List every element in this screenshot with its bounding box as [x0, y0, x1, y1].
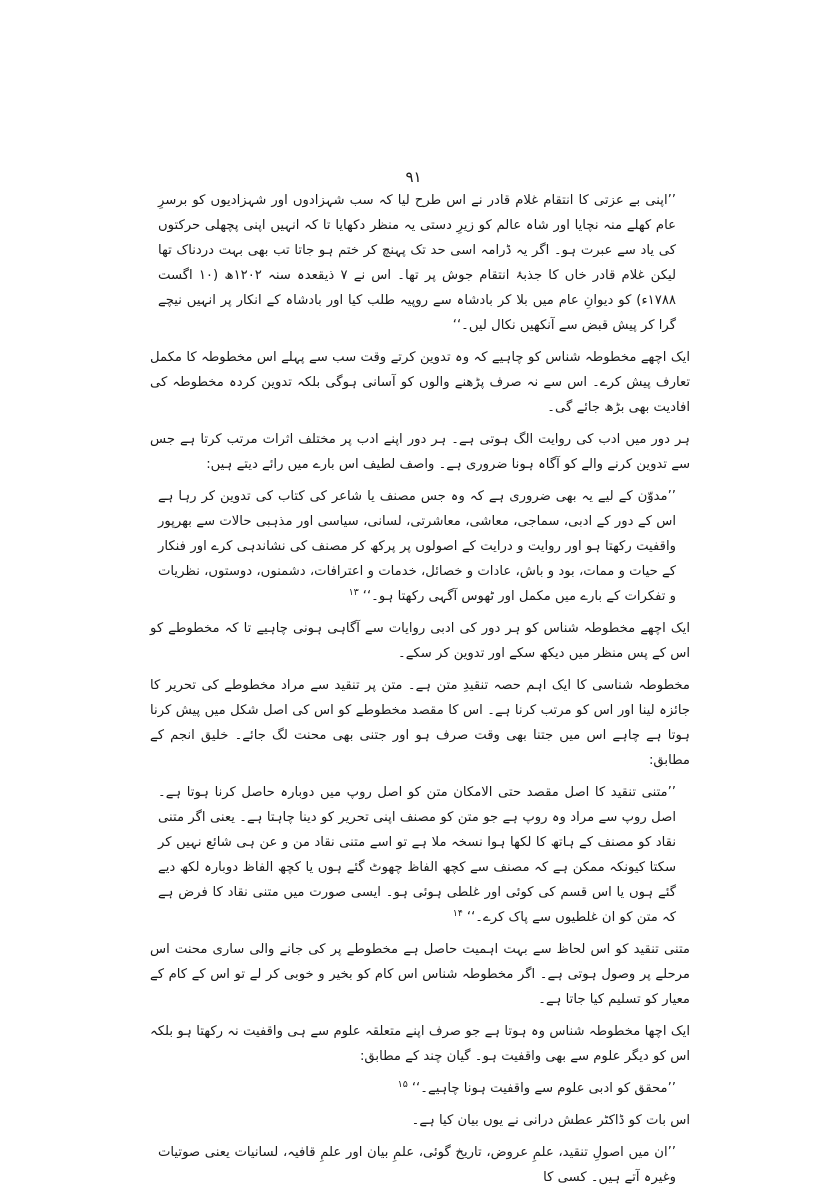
quote-gyan-chand	[150, 1076, 690, 1101]
footnote-ref: ۱۵	[397, 1078, 408, 1090]
paragraph-text: متنی تنقید کو اس لحاظ سے بہت اہمیت حاصل ہے مخطوطے پر کی جانے والی ساری محنت اس مرحلے پر وصول ہوتی ہے۔ اگر مخطوطہ شناس اس کام کو بخیر و خوبی کر لے تو اس کے کام کے معیار کو تسلیم کیا جاتا ہے۔	[150, 942, 690, 1007]
quote-text: ’’اپنی بے عزتی کا انتقام غلام قادر نے اس طرح لیا کہ سب شہزادوں اور شہزادیوں کو برسرِ عام کھلے منہ نچایا اور شاہ عالم کو زیرِ دستی یہ منظر دکھایا تا کہ انہیں اپنی پچھلی حرکتوں کی یاد سے عبرت ہو۔ اگر یہ ڈرامہ اسی حد تک پہنچ کر ختم ہو جاتا تب بھی بہت دردناک تھا لیکن غلام قادر خاں کا جذبۂ انتقام جوش پر تھا۔ اس نے ۷ ذیقعدہ سنہ ۱۲۰۲ھ (۱۰ اگست ۱۷۸۸ء) کو دیوانِ عام میں بلا کر بادشاہ سے روپیہ طلب کیا اور بادشاہ کے انکار پر انہیں نیچے گرا کر پیش قبض سے آنکھیں نکال لیں۔‘‘	[158, 193, 676, 333]
paragraph-manuscript-intro	[150, 345, 690, 420]
quote-wasif-latif	[150, 484, 690, 609]
quote-text: ’’متنی تنقید کا اصل مقصد حتی الامکان متن کو اصل روپ میں دوبارہ حاصل کرنا ہوتا ہے۔ اصل روپ سے مراد وہ روپ ہے جو متن کو مصنف اپنی تحریر کو دینا چاہتا ہے۔ یعنی اگر متنی نقاد کو مصنف کے ہاتھ کا لکھا ہوا نسخہ ملا ہے تو اسے متنی نقاد من و عن ہی شائع نہیں کر سکتا کیونکہ ممکن ہے کہ مصنف سے کچھ الفاظ چھوٹ گئے ہوں یا کچھ الفاظ دوبارہ لکھ دیے گئے ہوں یا اس قسم کی کوئی اور غلطی ہوئی ہو۔ ایسی صورت میں متنی نقاد کا فرض ہے کہ متن کو ان غلطیوں سے پاک کرے۔‘‘	[158, 785, 676, 925]
page-body	[150, 188, 690, 1197]
quote-sciences-list	[150, 1140, 690, 1190]
footnote-ref: ۱۴	[452, 907, 463, 919]
paragraph-text: ایک اچھا مخطوطہ شناس وہ ہوتا ہے جو صرف اپنے متعلقہ علوم سے ہی واقفیت نہ رکھتا ہو بلکہ اس کو دیگر علوم سے بھی واقفیت ہو۔ گیان چند کے مطابق:	[150, 1024, 690, 1064]
paragraph-criticism-importance	[150, 937, 690, 1012]
paragraph-atash-durrani	[150, 1108, 690, 1133]
quote-ghulam-qadir	[150, 188, 690, 338]
paragraph-text: ایک اچھے مخطوطہ شناس کو چاہیے کہ وہ تدوین کرتے وقت سب سے پہلے اس مخطوطہ کا مکمل تعارف پیش کرے۔ اس سے نہ صرف پڑھنے والوں کو آسانی ہوگی بلکہ تدوین کردہ مخطوطہ کی افادیت بھی بڑھ جائے گی۔	[150, 350, 690, 415]
paragraph-literary-tradition	[150, 427, 690, 477]
page-number: ۹۱	[405, 168, 422, 186]
quote-khaleeq-anjum	[150, 780, 690, 930]
footnote-ref: ۱۳	[348, 586, 359, 598]
paragraph-textual-criticism	[150, 673, 690, 773]
paragraph-text: ایک اچھے مخطوطہ شناس کو ہر دور کی ادبی روایات سے آگاہی ہونی چاہیے تا کہ مخطوطے کو اس کے پس منظر میں دیکھ سکے اور تدوین کر سکے۔	[150, 621, 690, 661]
paragraph-good-scholar	[150, 1019, 690, 1069]
quote-text: ’’ان میں اصولِ تنقید، علمِ عروض، تاریخ گوئی، علمِ بیان اور علمِ قافیہ، لسانیات یعنی صوتیات وغیرہ آتے ہیں۔ کسی کا	[158, 1145, 676, 1185]
quote-text: ’’محقق کو ادبی علوم سے واقفیت ہونا چاہیے۔‘‘	[411, 1081, 676, 1096]
paragraph-text: اس بات کو ڈاکٹر عطش درانی نے یوں بیان کیا ہے۔	[411, 1113, 690, 1128]
paragraph-text: ہر دور میں ادب کی روایت الگ ہوتی ہے۔ ہر دور اپنے ادب پر مختلف اثرات مرتب کرتا ہے جس سے تدوین کرنے والے کو آگاہ ہونا ضروری ہے۔ واصف لطیف اس بارے میں رائے دیتے ہیں:	[150, 432, 690, 472]
paragraph-text: مخطوطہ شناسی کا ایک اہم حصہ تنقیدِ متن ہے۔ متن پر تنقید سے مراد مخطوطے کی تحریر کا جائزہ لینا اور اس کو مرتب کرنا ہے۔ اس کا مقصد مخطوطے کو اس کی اصل شکل میں پیش کرنا ہوتا ہے چاہے اس میں جتنا بھی وقت صرف ہو اور جتنی بھی محنت لگ جائے۔ خلیق انجم کے مطابق:	[150, 678, 690, 768]
paragraph-literary-awareness	[150, 616, 690, 666]
quote-text: ’’مدوّن کے لیے یہ بھی ضروری ہے کہ وہ جس مصنف یا شاعر کی کتاب کی تدوین کر رہا ہے اس کے دور کے ادبی، سماجی، معاشی، معاشرتی، لسانی، سیاسی اور مذہبی حالات سے بھرپور واقفیت رکھتا ہو اور روایت و درایت کے اصولوں پر پرکھ کر مصنف کی نشاندہی کرے اور فنکار کے حیات و ممات، بود و باش، عادات و خصائل، خدمات و اعترافات، دشمنوں، دوستوں، نظریات و تفکرات کے بارے میں مکمل اور ٹھوس آگہی رکھتا ہو۔‘‘	[158, 489, 676, 604]
